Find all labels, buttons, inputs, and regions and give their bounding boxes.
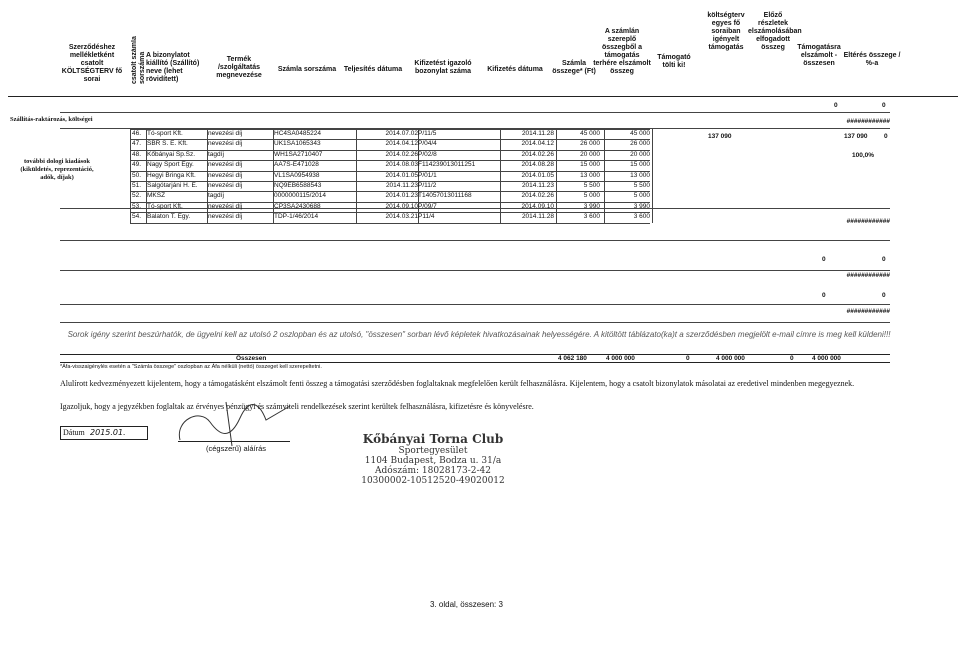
row-invoice: UK1SA1065343 (274, 140, 321, 148)
row-product: nevezési díj (208, 130, 243, 137)
footnote: *Áfa-visszaigénylés esetén a "Számla összege" oszlopban az Áfa nélküli (nettó) összeget kell szerepeltetni. (60, 364, 322, 370)
row-completion: 2014.01.05 (385, 171, 418, 179)
row-no: 47. (132, 140, 142, 148)
header-attached: csatolt számla sorszáma (131, 36, 146, 84)
row-doc: P/04/4 (418, 140, 437, 148)
date-label: Dátum (63, 428, 85, 437)
row-doc: P/01/1 (418, 171, 437, 179)
page-footer: 3. oldal, összesen: 3 (430, 600, 503, 609)
group-zero: 0 (884, 133, 888, 140)
totals-cost-plan: 4 000 000 (716, 355, 745, 362)
row-paydate: 2014.11.28 (521, 130, 554, 137)
row-amount: 15 000 (630, 161, 650, 169)
row-issuer: Balaton T. Egy. (147, 213, 191, 221)
header-invoice-total: Számla összege* (Ft) (552, 60, 596, 75)
header-issuer: A bizonylatot kiállító (Szállító) neve (lehet rövidített) (146, 52, 200, 83)
header-invoice-no: Számla sorszáma (277, 66, 337, 73)
row-issuer: Kőbányai Sp.Sz. (147, 150, 196, 158)
row-completion: 2014.11.23 (385, 182, 418, 189)
row-no: 52. (132, 192, 142, 200)
row-no: 54. (132, 213, 142, 221)
row-invoice: NQ9EB6588543 (274, 182, 322, 189)
row-product: nevezési díj (208, 213, 243, 221)
row-doc: T14057013011168 (418, 192, 472, 200)
date-box (60, 426, 148, 440)
row-doc: F114239013011251 (418, 161, 476, 169)
row-doc: P/02/8 (418, 150, 437, 158)
row-total: 3 990 (583, 202, 600, 210)
row-completion: 2014.09.10 (385, 202, 418, 210)
row-invoice: CP3SA2430688 (274, 202, 321, 210)
row-completion: 2014.02.26 (385, 150, 418, 158)
row-no: 48. (132, 150, 142, 158)
header-support-amount: A számlán szereplő összegből a támogatás terhére elszámolt összeg (593, 28, 651, 75)
header-cost-plan: költségterv egyes fő soraiban igényelt támogatás (707, 12, 745, 51)
right-value-2a: 0 (822, 292, 826, 299)
right-value-1b: 0 (882, 256, 886, 263)
signature-label: (cégszerű) aláírás (206, 444, 267, 453)
row-product: nevezési díj (208, 202, 243, 210)
row-no: 46. (132, 130, 142, 137)
row-paydate: 2014.11.23 (521, 182, 554, 189)
row-amount: 13 000 (630, 171, 650, 179)
row-amount: 20 000 (630, 150, 650, 158)
row-issuer: Hegyi Bringa Kft. (147, 171, 196, 179)
row-invoice: 0000000115/2014 (274, 192, 326, 200)
row-doc: P/11/2 (418, 182, 437, 189)
row-total: 15 000 (580, 161, 600, 169)
row-amount: 3 990 (633, 202, 650, 210)
row-paydate: 2014.02.26 (521, 192, 554, 200)
row-issuer: Tó-sport Kft. (147, 202, 183, 210)
row-no: 51. (132, 182, 142, 189)
row-issuer: MKSZ (147, 192, 166, 200)
stamp-line-2: 1104 Budapest, Bodza u. 31/a (364, 456, 502, 466)
row-product: tagdíj (208, 150, 224, 158)
row-amount: 26 000 (630, 140, 650, 148)
row-no: 49. (132, 161, 142, 169)
row-completion: 2014.04.12 (385, 140, 418, 148)
row-product: tagdíj (208, 192, 224, 200)
right-hash-1: ############ (846, 218, 890, 225)
row-invoice: VL1SA0954938 (274, 171, 320, 179)
row-product: nevezési díj (208, 140, 243, 148)
row-doc: P/09/7 (418, 202, 437, 210)
row-total: 26 000 (580, 140, 600, 148)
top-hash: ############ (846, 118, 890, 125)
declaration-1: Alulírott kedvezményezett kijelentem, hogy a támogatásként elszámolt fenti összeg a támogatási szerződésben foglaltaknak megfelelően került felhasználásra. Kijelentem, hogy a csatolt bizonylatok másolatai az eredetivel mindenben megegyeznek. (60, 379, 855, 388)
header-completion: Teljesítés dátuma (343, 66, 403, 73)
right-value-1a: 0 (822, 256, 826, 263)
row-paydate: 2014.01.05 (521, 171, 554, 179)
row-doc: P/11/5 (418, 130, 437, 137)
note-text: Sorok igény szerint beszúrhatók, de ügyelni kell az utolsó 2 oszlopban és az utolsó, "összesen" sorban lévő képletek hivatkozásainak helyességére. A kitöltött táblázato(ka)t a szerződésben megjelölt e-mail címre is meg kell küldeni!!! (67, 330, 891, 339)
totals-invoice: 4 062 180 (558, 355, 587, 362)
row-paydate: 2014.11.28 (521, 213, 554, 221)
row-issuer: Tó-sport Kft. (147, 130, 183, 137)
row-paydate: 2014.09.10 (521, 202, 554, 210)
totals-total: 4 000 000 (812, 355, 841, 362)
header-payment-doc: Kifizetést igazoló bozonylat száma (414, 60, 472, 75)
row-paydate: 2014.04.12 (521, 140, 554, 148)
right-hash-2: ############ (846, 272, 890, 279)
date-value: 2015.01. (90, 428, 126, 437)
row-amount: 5 000 (633, 192, 650, 200)
row-invoice: HC4SA0485224 (274, 130, 321, 137)
row-product: nevezési díj (208, 182, 243, 189)
section-shipping: Szállítás-raktározás, költségei (10, 116, 93, 123)
header-filled: Támogató tölti ki! (657, 54, 691, 69)
stamp-line-3: Adószám: 18028173-2-42 (375, 466, 491, 476)
header-product: Termék /szolgáltatás megnevezése (216, 56, 262, 79)
header-payment-date: Kifizetés dátuma (487, 66, 543, 73)
row-issuer: Nagy Sport Egy. (147, 161, 194, 169)
row-invoice: WH1SA2710407 (274, 150, 323, 158)
header-previous: Előző részletek elszámolásában elfogadott összeg (748, 12, 802, 51)
row-issuer: Salgótarjáni H. E. (147, 182, 198, 189)
top-value-a: 0 (834, 102, 838, 109)
right-value-2b: 0 (882, 292, 886, 299)
row-completion: 2014.08.03 (385, 161, 418, 169)
row-completion: 2014.07.02 (385, 130, 418, 137)
header-contract: Szerződéshez mellékletként csatolt KÖLTSÉGTERV fő sorai (61, 44, 123, 83)
group-percent: 100,0% (852, 152, 875, 159)
right-hash-3: ############ (846, 308, 890, 315)
row-product: nevezési díj (208, 161, 243, 169)
row-product: nevezési díj (208, 171, 243, 179)
club-stamp (348, 432, 518, 486)
row-no: 53. (132, 202, 142, 210)
totals-filled: 0 (686, 355, 690, 362)
row-completion: 2014.01.23 (385, 192, 418, 200)
row-amount: 3 600 (633, 213, 650, 221)
row-paydate: 2014.02.26 (521, 150, 554, 158)
group-cost-plan: 137 090 (708, 133, 732, 140)
row-total: 3 600 (583, 213, 600, 221)
totals-label: Összesen (236, 355, 267, 362)
row-total: 45 000 (580, 130, 600, 137)
stamp-line-1: Sportegyesület (398, 446, 468, 456)
group-total: 137 090 (844, 133, 868, 140)
row-total: 5 500 (583, 182, 600, 189)
row-doc: P11/4 (418, 213, 435, 221)
top-value-b: 0 (882, 102, 886, 109)
section-other: további dologi kiadások (kiküldetés, reprezentáció, adók, díjak) (20, 158, 94, 181)
row-invoice: AA7S-E471028 (274, 161, 319, 169)
row-paydate: 2014.08.28 (521, 161, 554, 169)
header-total: Támogatásra elszámolt - összesen (797, 44, 841, 67)
totals-previous: 0 (790, 355, 794, 362)
row-no: 50. (132, 171, 142, 179)
row-total: 13 000 (580, 171, 600, 179)
row-amount: 45 000 (630, 130, 650, 137)
totals-amount: 4 000 000 (606, 355, 635, 362)
declaration-2: Igazoljuk, hogy a jegyzékben foglaltak az érvényes pénzügyi és számviteli rendelkezések szerint kerültek felhasználásra, kifizetésre és könyvelésre. (60, 402, 534, 411)
stamp-name: Kőbányai Torna Club (362, 432, 504, 446)
row-issuer: SBR S. E. Kft. (147, 140, 188, 148)
stamp-line-4: 10300002-10512520-49020012 (361, 476, 505, 486)
header-diff: Eltérés összege / %-a (843, 52, 901, 67)
row-amount: 5 500 (633, 182, 650, 189)
row-total: 5 000 (583, 192, 600, 200)
row-invoice: TDP-1/46/2014 (274, 213, 319, 221)
row-completion: 2014.03.21 (385, 213, 418, 221)
row-total: 20 000 (580, 150, 600, 158)
